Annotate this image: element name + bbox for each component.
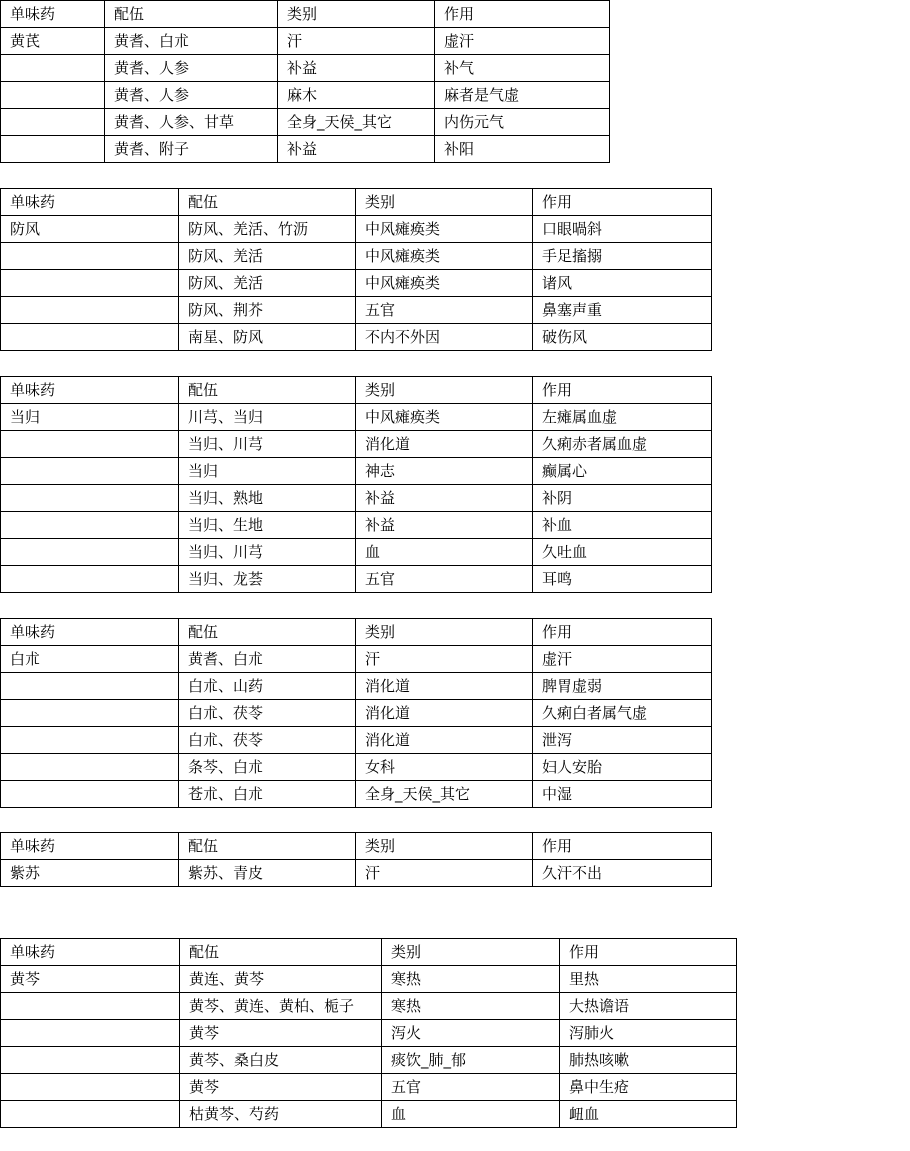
table-cell: 黄耆、附子: [105, 136, 278, 163]
table-cell: 中风瘫痪类: [356, 270, 533, 297]
table-cell: 五官: [382, 1074, 560, 1101]
table-cell: [1, 82, 105, 109]
table-cell: 寒热: [382, 993, 560, 1020]
table-cell: [1, 270, 179, 297]
table-body: [1, 833, 712, 887]
table-cell: [1, 700, 179, 727]
table-cell: [1, 781, 179, 808]
table-cell: 内伤元气: [435, 109, 610, 136]
table-cell: 汗: [356, 646, 533, 673]
table-cell: 衄血: [560, 1101, 737, 1128]
header-cell: 作用: [533, 377, 712, 404]
table-row: [1, 1074, 737, 1101]
table-cell: 白朮: [1, 646, 179, 673]
header-cell: 单味药: [1, 833, 179, 860]
table-row: [1, 136, 610, 163]
header-cell: 类别: [356, 833, 533, 860]
table-row: [1, 431, 712, 458]
table-cell: [1, 566, 179, 593]
header-row: [1, 833, 712, 860]
table-row: [1, 1047, 737, 1074]
table-cell: 口眼喎斜: [533, 216, 712, 243]
header-cell: 单味药: [1, 939, 180, 966]
table-cell: 中风瘫痪类: [356, 216, 533, 243]
table-row: [1, 55, 610, 82]
table-cell: 全身_天侯_其它: [356, 781, 533, 808]
header-cell: 类别: [356, 377, 533, 404]
header-cell: 单味药: [1, 189, 179, 216]
table-row: [1, 109, 610, 136]
table-cell: [1, 1047, 180, 1074]
table-cell: 黄芩: [180, 1020, 382, 1047]
table-cell: 黄耆、白朮: [105, 28, 278, 55]
table-cell: 白朮、茯苓: [179, 727, 356, 754]
header-row: [1, 189, 712, 216]
table-cell: 条芩、白朮: [179, 754, 356, 781]
header-cell: 配伍: [105, 1, 278, 28]
header-cell: 配伍: [179, 619, 356, 646]
table-cell: 补阳: [435, 136, 610, 163]
table-cell: 血: [356, 539, 533, 566]
table-cell: 大热谵语: [560, 993, 737, 1020]
table-cell: 神志: [356, 458, 533, 485]
table-row: [1, 243, 712, 270]
table-cell: [1, 512, 179, 539]
table-cell: 耳鸣: [533, 566, 712, 593]
table-cell: 消化道: [356, 700, 533, 727]
table-cell: 左瘫属血虚: [533, 404, 712, 431]
table-cell: [1, 727, 179, 754]
herb-table-baizhu: [0, 618, 712, 808]
herb-table-huangqin: [0, 938, 737, 1128]
table-cell: 麻者是气虚: [435, 82, 610, 109]
table-cell: 黄芩、黄连、黄柏、栀子: [180, 993, 382, 1020]
table-row: [1, 993, 737, 1020]
table-cell: 补气: [435, 55, 610, 82]
table-cell: [1, 1020, 180, 1047]
table-row: [1, 860, 712, 887]
table-cell: [1, 324, 179, 351]
table-cell: [1, 485, 179, 512]
table-cell: 女科: [356, 754, 533, 781]
table-row: [1, 966, 737, 993]
table-cell: [1, 431, 179, 458]
table-cell: 黄芩: [1, 966, 180, 993]
table-cell: 寒热: [382, 966, 560, 993]
table-cell: 南星、防风: [179, 324, 356, 351]
table-cell: [1, 539, 179, 566]
herb-table-zisu: [0, 832, 712, 887]
header-cell: 单味药: [1, 1, 105, 28]
header-cell: 配伍: [179, 833, 356, 860]
header-cell: 类别: [356, 189, 533, 216]
table-row: [1, 404, 712, 431]
table-cell: 五官: [356, 297, 533, 324]
table-cell: 痰饮_肺_郁: [382, 1047, 560, 1074]
table-cell: 补血: [533, 512, 712, 539]
table-body: [1, 377, 712, 593]
table-cell: 久痢赤者属血虚: [533, 431, 712, 458]
table-cell: 中湿: [533, 781, 712, 808]
header-cell: 单味药: [1, 619, 179, 646]
table-cell: 白朮、茯苓: [179, 700, 356, 727]
table-cell: 鼻塞声重: [533, 297, 712, 324]
table-cell: 五官: [356, 566, 533, 593]
table-cell: 当归: [179, 458, 356, 485]
table-cell: 黄耆、人参: [105, 82, 278, 109]
table-cell: 中风瘫痪类: [356, 243, 533, 270]
table-cell: 补阴: [533, 485, 712, 512]
table-row: [1, 1020, 737, 1047]
header-cell: 类别: [356, 619, 533, 646]
table-row: [1, 754, 712, 781]
table-row: [1, 324, 712, 351]
table-cell: [1, 754, 179, 781]
table-cell: 黄耆、白朮: [179, 646, 356, 673]
table-cell: 黄耆、人参: [105, 55, 278, 82]
table-cell: 防风、荆芥: [179, 297, 356, 324]
table-row: [1, 646, 712, 673]
table-cell: 补益: [278, 136, 435, 163]
table-cell: 久吐血: [533, 539, 712, 566]
table-cell: 消化道: [356, 727, 533, 754]
table-cell: 防风、羌活: [179, 270, 356, 297]
header-cell: 配伍: [179, 189, 356, 216]
herb-table-huangqi: [0, 0, 610, 163]
table-cell: 里热: [560, 966, 737, 993]
table-row: [1, 700, 712, 727]
table-cell: [1, 1074, 180, 1101]
table-cell: 妇人安胎: [533, 754, 712, 781]
table-row: [1, 727, 712, 754]
table-row: [1, 781, 712, 808]
table-row: [1, 270, 712, 297]
header-cell: 配伍: [180, 939, 382, 966]
table-row: [1, 485, 712, 512]
header-cell: 类别: [382, 939, 560, 966]
table-cell: 全身_天侯_其它: [278, 109, 435, 136]
table-row: [1, 539, 712, 566]
table-cell: [1, 243, 179, 270]
table-cell: 当归、生地: [179, 512, 356, 539]
table-cell: 虚汗: [533, 646, 712, 673]
table-cell: 防风: [1, 216, 179, 243]
table-row: [1, 28, 610, 55]
header-cell: 作用: [533, 833, 712, 860]
header-cell: 配伍: [179, 377, 356, 404]
table-row: [1, 297, 712, 324]
table-cell: 血: [382, 1101, 560, 1128]
table-cell: 黄耆、人参、甘草: [105, 109, 278, 136]
table-cell: [1, 109, 105, 136]
table-cell: 汗: [278, 28, 435, 55]
table-row: [1, 82, 610, 109]
table-body: [1, 1, 610, 163]
table-cell: 当归: [1, 404, 179, 431]
table-cell: [1, 1101, 180, 1128]
table-cell: 消化道: [356, 431, 533, 458]
table-cell: 久汗不出: [533, 860, 712, 887]
table-cell: [1, 136, 105, 163]
table-row: [1, 458, 712, 485]
table-cell: [1, 673, 179, 700]
table-cell: 手足搐搦: [533, 243, 712, 270]
table-cell: 肺热咳嗽: [560, 1047, 737, 1074]
table-cell: 鼻中生疮: [560, 1074, 737, 1101]
table-cell: 白朮、山药: [179, 673, 356, 700]
table-cell: 防风、羌活、竹沥: [179, 216, 356, 243]
table-cell: 麻木: [278, 82, 435, 109]
header-row: [1, 377, 712, 404]
header-cell: 作用: [533, 189, 712, 216]
table-cell: 虚汗: [435, 28, 610, 55]
table-cell: 紫苏、青皮: [179, 860, 356, 887]
table-cell: 汗: [356, 860, 533, 887]
table-cell: 当归、龙荟: [179, 566, 356, 593]
herb-table-fangfeng: [0, 188, 712, 351]
header-row: [1, 939, 737, 966]
table-cell: [1, 993, 180, 1020]
table-cell: 防风、羌活: [179, 243, 356, 270]
table-cell: 破伤风: [533, 324, 712, 351]
table-cell: 紫苏: [1, 860, 179, 887]
table-row: [1, 673, 712, 700]
table-cell: 补益: [356, 512, 533, 539]
header-cell: 作用: [560, 939, 737, 966]
table-cell: 当归、川芎: [179, 539, 356, 566]
table-cell: 脾胃虚弱: [533, 673, 712, 700]
herb-table-danggui: [0, 376, 712, 593]
header-row: [1, 1, 610, 28]
table-row: [1, 566, 712, 593]
table-cell: 黄芪: [1, 28, 105, 55]
table-cell: 泻火: [382, 1020, 560, 1047]
table-cell: 泄泻: [533, 727, 712, 754]
header-cell: 作用: [435, 1, 610, 28]
table-body: [1, 619, 712, 808]
table-cell: 癫属心: [533, 458, 712, 485]
table-cell: [1, 297, 179, 324]
table-cell: 苍朮、白朮: [179, 781, 356, 808]
table-row: [1, 512, 712, 539]
table-cell: 中风瘫痪类: [356, 404, 533, 431]
header-row: [1, 619, 712, 646]
table-cell: 黄连、黄芩: [180, 966, 382, 993]
table-cell: 泻肺火: [560, 1020, 737, 1047]
table-cell: 消化道: [356, 673, 533, 700]
table-cell: 黄芩、桑白皮: [180, 1047, 382, 1074]
header-cell: 类别: [278, 1, 435, 28]
table-body: [1, 939, 737, 1128]
table-cell: 当归、川芎: [179, 431, 356, 458]
table-cell: 不内不外因: [356, 324, 533, 351]
table-row: [1, 1101, 737, 1128]
table-cell: 诸风: [533, 270, 712, 297]
table-cell: [1, 458, 179, 485]
table-cell: 当归、熟地: [179, 485, 356, 512]
table-cell: 黄芩: [180, 1074, 382, 1101]
table-cell: 久痢白者属气虚: [533, 700, 712, 727]
table-body: [1, 189, 712, 351]
table-row: [1, 216, 712, 243]
table-cell: 川芎、当归: [179, 404, 356, 431]
header-cell: 单味药: [1, 377, 179, 404]
table-cell: [1, 55, 105, 82]
table-cell: 枯黄芩、芍药: [180, 1101, 382, 1128]
header-cell: 作用: [533, 619, 712, 646]
table-cell: 补益: [278, 55, 435, 82]
table-cell: 补益: [356, 485, 533, 512]
